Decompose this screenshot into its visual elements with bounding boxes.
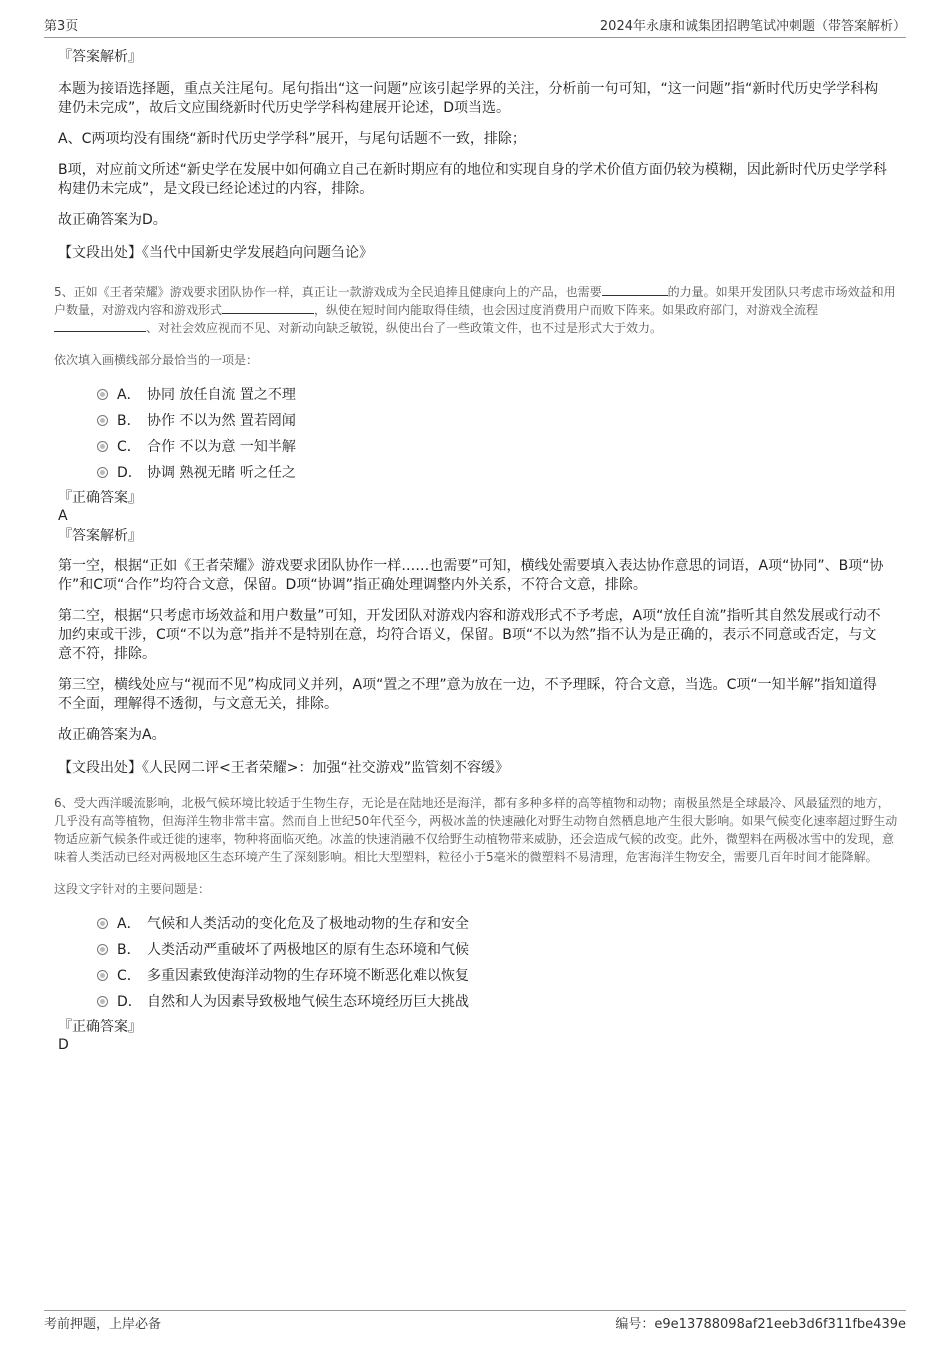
- radio-icon[interactable]: [97, 389, 108, 400]
- q5-analysis-paragraph: 故正确答案为A。: [58, 727, 166, 743]
- option-a[interactable]: A． 气候和人类活动的变化危及了极地动物的生存和安全: [97, 910, 888, 936]
- q4-analysis-paragraph: 本题为接语选择题，重点关注尾句。尾句指出“这一问题”应该引起学界的关注，分析前一句可知，“这一问题”指“新时代历史学学科构建仍未完成”，故后文应围绕新时代历史学学科构建展开论述，D项当选。: [58, 81, 879, 116]
- q6-options: [58, 910, 888, 1014]
- page-header: [44, 12, 906, 38]
- answer-blank: [222, 301, 314, 314]
- page-footer: [44, 1310, 906, 1333]
- option-c[interactable]: C． 多重因素致使海洋动物的生存环境不断恶化难以恢复: [97, 962, 888, 988]
- q5-answer-label: 『正确答案』: [58, 490, 142, 506]
- q6-answer-label: 『正确答案』: [58, 1019, 142, 1035]
- q5-options: [58, 381, 888, 485]
- radio-icon[interactable]: [97, 467, 108, 478]
- q5-answer: A: [58, 508, 68, 524]
- q5-analysis-paragraph: 第二空，根据“只考虑市场效益和用户数量”可知，开发团队对游戏内容和游戏形式不予考虑，A项“放任自流”指听其自然发展或行动不加约束或干涉，C项“不以为意”指并不是特别在意，均符合语义，保留。B项“不以为然”指不认为是正确的，表示不同意或否定，与文意不符，排除。: [58, 608, 881, 662]
- option-d[interactable]: D． 协调 熟视无睹 听之任之: [97, 459, 888, 485]
- q6-prompt: 这段文字针对的主要问题是：: [54, 882, 211, 896]
- q5-question-text: 5、正如《王者荣耀》游戏要求团队协作一样，真正让一款游戏成为全民追捧且健康向上的产品，也需要 的力量。如果开发团队只考虑市场效益和用户数量，对游戏内容和游戏形式 ，纵使在短时间内能取得佳绩，也会因过度消费用户而败下阵来。如果政府部门，对游戏全流程、对社会效应视而不见、对新动向缺乏敏锐，纵使出台了一些政策文件，也不过是形式大于效力。: [54, 285, 896, 335]
- radio-icon[interactable]: [97, 970, 108, 981]
- q4-source: 【文段出处】《当代中国新史学发展趋向问题刍论》: [58, 245, 373, 261]
- option-d[interactable]: D． 自然和人为因素导致极地气候生态环境经历巨大挑战: [97, 988, 888, 1014]
- page-number: 第3页: [44, 19, 79, 34]
- q4-analysis-paragraph: A、C两项均没有围绕“新时代历史学学科”展开，与尾句话题不一致，排除；: [58, 131, 526, 147]
- option-c[interactable]: C． 合作 不以为意 一知半解: [97, 433, 888, 459]
- q4-analysis-paragraph: B项，对应前文所述“新史学在发展中如何确立自己在新时期应有的地位和实现自身的学术价值方面仍较为模糊，因此新时代历史学学科构建仍未完成”，是文段已经论述过的内容，排除。: [58, 162, 887, 197]
- option-b[interactable]: B． 人类活动严重破坏了两极地区的原有生态环境和气候: [97, 936, 888, 962]
- radio-icon[interactable]: [97, 415, 108, 426]
- q5-analysis-paragraph: 第一空，根据“正如《王者荣耀》游戏要求团队协作一样……也需要”可知，横线处需要填入表达协作意思的词语，A项“协同”、B项“协作”和C项“合作”均符合文意，保留。D项“协调”指正确处理调整内外关系，不符合文意，排除。: [58, 558, 884, 593]
- answer-blank: [54, 319, 146, 332]
- document-title: 2024年永康和诚集团招聘笔试冲刺题（带答案解析）: [599, 19, 906, 34]
- q6-question-text: 6、受大西洋暖流影响，北极气候环境比较适于生物生存，无论是在陆地还是海洋，都有多种多样的高等植物和动物；南极虽然是全球最冷、风最猛烈的地方，几乎没有高等植物，但海洋生物非常丰富。然而自上世纪50年代至今，两极冰盖的快速融化对野生动物自然栖息地产生很大影响。如果气候变化速率超过野生动物适应新气候条件或迁徙的速率，物种将面临灭绝。冰盖的快速消融不仅给野生动植物带来威胁，还会造成气候的改变。此外，微塑料在两极冰雪中的发现，意味着人类活动已经对两极地区生态环境产生了深刻影响。相比大型塑料，粒径小于5毫米的微塑料不易清理，危害海洋生物安全，需要几百年时间才能降解。: [54, 796, 898, 864]
- q5-prompt: 依次填入画横线部分最恰当的一项是：: [54, 353, 259, 367]
- q5-analysis-label: 『答案解析』: [58, 528, 142, 544]
- option-a[interactable]: A． 协同 放任自流 置之不理: [97, 381, 888, 407]
- radio-icon[interactable]: [97, 944, 108, 955]
- document-id: 编号：e9e13788098af21eeb3d6f311fbe439e: [615, 1316, 906, 1332]
- footer-slogan: 考前押题，上岸必备: [44, 1316, 162, 1332]
- radio-icon[interactable]: [97, 918, 108, 929]
- radio-icon[interactable]: [97, 996, 108, 1007]
- option-b[interactable]: B． 协作 不以为然 置若罔闻: [97, 407, 888, 433]
- q5-source: 【文段出处】《人民网二评<王者荣耀>：加强“社交游戏”监管刻不容缓》: [58, 760, 509, 776]
- q4-analysis-paragraph: 故正确答案为D。: [58, 212, 167, 228]
- page-content: [54, 46, 898, 1054]
- q5-analysis-paragraph: 第三空，横线处应与“视而不见”构成同义并列，A项“置之不理”意为放在一边，不予理睬，符合文意，当选。C项“一知半解”指知道得不全面，理解得不透彻，与文意无关，排除。: [58, 677, 877, 712]
- answer-blank: [602, 283, 668, 296]
- q4-analysis-label: 『答案解析』: [58, 49, 142, 65]
- q6-answer: D: [58, 1037, 69, 1053]
- radio-icon[interactable]: [97, 441, 108, 452]
